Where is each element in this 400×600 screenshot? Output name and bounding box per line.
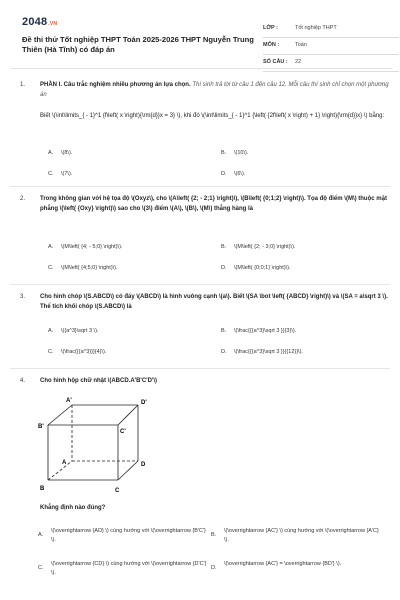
box-figure bbox=[28, 395, 158, 495]
label-c: C bbox=[115, 488, 120, 494]
question-body: Cho hình hộp chữ nhật \(ABCD.A'B'C'D'\) bbox=[40, 378, 158, 384]
question-number: 1. bbox=[20, 82, 26, 88]
question-number: 4. bbox=[20, 378, 26, 384]
site-logo[interactable]: 2048.VN bbox=[22, 16, 58, 28]
label-b: B bbox=[40, 486, 45, 492]
question-divider bbox=[10, 368, 390, 369]
question-divider bbox=[10, 284, 390, 285]
question-number: 3. bbox=[20, 294, 26, 300]
label-a1: A' bbox=[66, 398, 72, 404]
question-divider bbox=[10, 186, 390, 187]
question-body: Trong không gian với hệ tọa độ \(Oxyz\), cho \(A\left( {2; - 2;1} \right)\), \(B\left( {0;1;2} \right)\). Tọa độ điểm \(M\) thuộc mặt phẳng \(\left( {Oxy} \right)\) sao cho \(3\) điểm \(A\), \(B\), \(M\) thẳng hàng là bbox=[40, 196, 387, 212]
header-divider bbox=[10, 68, 392, 69]
exam-page: 2048.VN Đề thi thử Tốt nghiệp THPT Toán 2025-2026 THPT Nguyễn Trung Thiên (Hà Tĩnh) có đáp án LỚP : Tốt nghiệp THPT MÔN : Toán SỐ CÂU : 22 1. PHẦN I. Câu trắc nghiệm nhiều phương án lựa chọn. Thí sinh trả lời từ câu 1 đến câu 12. Mỗi câu thí sinh chỉ chọn một phương án Biết \(\int\limits_{ - 1}^1 {f\left( x \right){\rm{d}}x = 3} \), khi đó \(\int\limits_{ - 1}^1 {\left( {2f\left( x \right) + 1} \right){\rm{d}}x} \) bằng: A. \(8\). B. \(10\). C. \(7\). D. \(6\). 2. Trong không gian với hệ tọa độ \(Oxyz\), cho \(A\left( {2; - 2;1} \right)\), \(B\left( {0;1;2} \right)\). Tọa độ điểm \(M\) thuộc mặt phẳng \(\left( {Oxy} \right)\) sao cho \(3\) điểm \(A\), \(B\), \(M\) thẳng hàng là A. \(M\left( {4; - 5;0} \right)\). B. \(M\left( {2; - 3;0} \right)\). C. \(M\left( {4;5;0} \right)\). D. \(M\left( {0;0;1} \right)\). 3. Cho hình chóp \(S.ABCD\) có đáy \(ABCD\) là hình vuông cạnh \(a\). Biết \(SA \bot \left( {ABCD} \right)\) và \(SA = a\sqrt 3 \). Thể tích khối chóp \(S.ABCD\) là A. \({a^3}\sqrt 3 \). B. \(\frac{{{a^3}\sqrt 3 }}{3}\). C. \(\frac{{{a^3}}}{4}\). D. \(\frac{{{a^3}\sqrt 3 }}{{12}}\). 4. Cho hình hộp chữ nhật \(ABCD.A'B'C'D'\) A' D' B' C' A D B C Khẳng định nào đúng? A. \(\overrightarrow {AD} \) cùng hướng với \(\overrightarrow {B'C'} \). B. \(\overrightarrow {AC'} \) cùng hướng với \(\overrightarrow {A'C} \). C. \(\overrightarrow {CD} \) cùng hướng với \(\overrightarrow {D'C'} \). D. \(\overrightarrow {AC'} = \overrightarrow {BD'} \). bbox=[0, 0, 400, 600]
question-2: 2. Trong không gian với hệ tọa độ \(Oxyz\), cho \(A\left( {2; - 2;1} \right)\), \(B\left( {0;1;2} \right)\). Tọa độ điểm \(M\) thuộc mặt phẳng \(\left( {Oxy} \right)\) sao cho \(3\) điểm \(A\), \(B\), \(M\) thẳng hàng là A. \(M\left( {4; - 5;0} \right)\). B. \(M\left( {2; - 3;0} \right)\). C. \(M\left( {4;5;0} \right)\). D. \(M\left( {0;0;1} \right)\). bbox=[10, 194, 390, 286]
question-3: 3. Cho hình chóp \(S.ABCD\) có đáy \(ABCD\) là hình vuông cạnh \(a\). Biết \(SA \bot \left( {ABCD} \right)\) và \(SA = a\sqrt 3 \). Thể tích khối chóp \(S.ABCD\) là A. \({a^3}\sqrt 3 \). B. \(\frac{{{a^3}\sqrt 3 }}{3}\). C. \(\frac{{{a^3}}}{4}\). D. \(\frac{{{a^3}\sqrt 3 }}{{12}}\). bbox=[10, 292, 390, 372]
question-4-prompt: Khẳng định nào đúng? bbox=[40, 505, 106, 511]
label-c1: C' bbox=[120, 429, 126, 435]
label-b1: B' bbox=[38, 424, 44, 430]
meta-count: SỐ CÂU : 22 bbox=[263, 56, 399, 72]
meta-subject: MÔN : Toán bbox=[263, 39, 399, 55]
question-text: PHẦN I. Câu trắc nghiệm nhiều phương án lựa chọn. Thí sinh trả lời từ câu 1 đến câu 12. Mỗi câu thí sinh chỉ chọn một phương án bbox=[40, 82, 389, 98]
label-a: A bbox=[62, 460, 67, 466]
question-number: 2. bbox=[20, 196, 26, 202]
question-1: 1. PHẦN I. Câu trắc nghiệm nhiều phương án lựa chọn. Thí sinh trả lời từ câu 1 đến câu 12. Mỗi câu thí sinh chỉ chọn một phương án Biết \(\int\limits_{ - 1}^1 {f\left( x \right){\rm{d}}x = 3} \), khi đó \(\int\limits_{ - 1}^1 {\left( {2f\left( x \right) + 1} \right){\rm{d}}x} \) bằng: A. \(8\). B. \(10\). C. \(7\). D. \(6\). bbox=[20, 82, 389, 177]
label-d1: D' bbox=[141, 400, 147, 406]
exam-header bbox=[10, 8, 392, 66]
question-body: Cho hình chóp \(S.ABCD\) có đáy \(ABCD\) là hình vuông cạnh \(a\). Biết \(SA \bot \left( {ABCD} \right)\) và \(SA = a\sqrt 3 \). Thể tích khối chóp \(S.ABCD\) là bbox=[40, 294, 388, 310]
exam-meta bbox=[263, 22, 399, 73]
label-d: D bbox=[141, 462, 146, 468]
page-title: Đề thi thử Tốt nghiệp THPT Toán 2025-2026 THPT Nguyễn Trung Thiên (Hà Tĩnh) có đáp án bbox=[22, 35, 254, 54]
meta-class: LỚP : Tốt nghiệp THPT bbox=[263, 22, 399, 38]
question-body: Biết \(\int\limits_{ - 1}^1 {f\left( x \right){\rm{d}}x = 3} \), khi đó \(\int\limits_{ - 1}^1 {\left( {2f\left( x \right) + 1} \right){\rm{d}}x} \) bằng: bbox=[40, 113, 385, 119]
